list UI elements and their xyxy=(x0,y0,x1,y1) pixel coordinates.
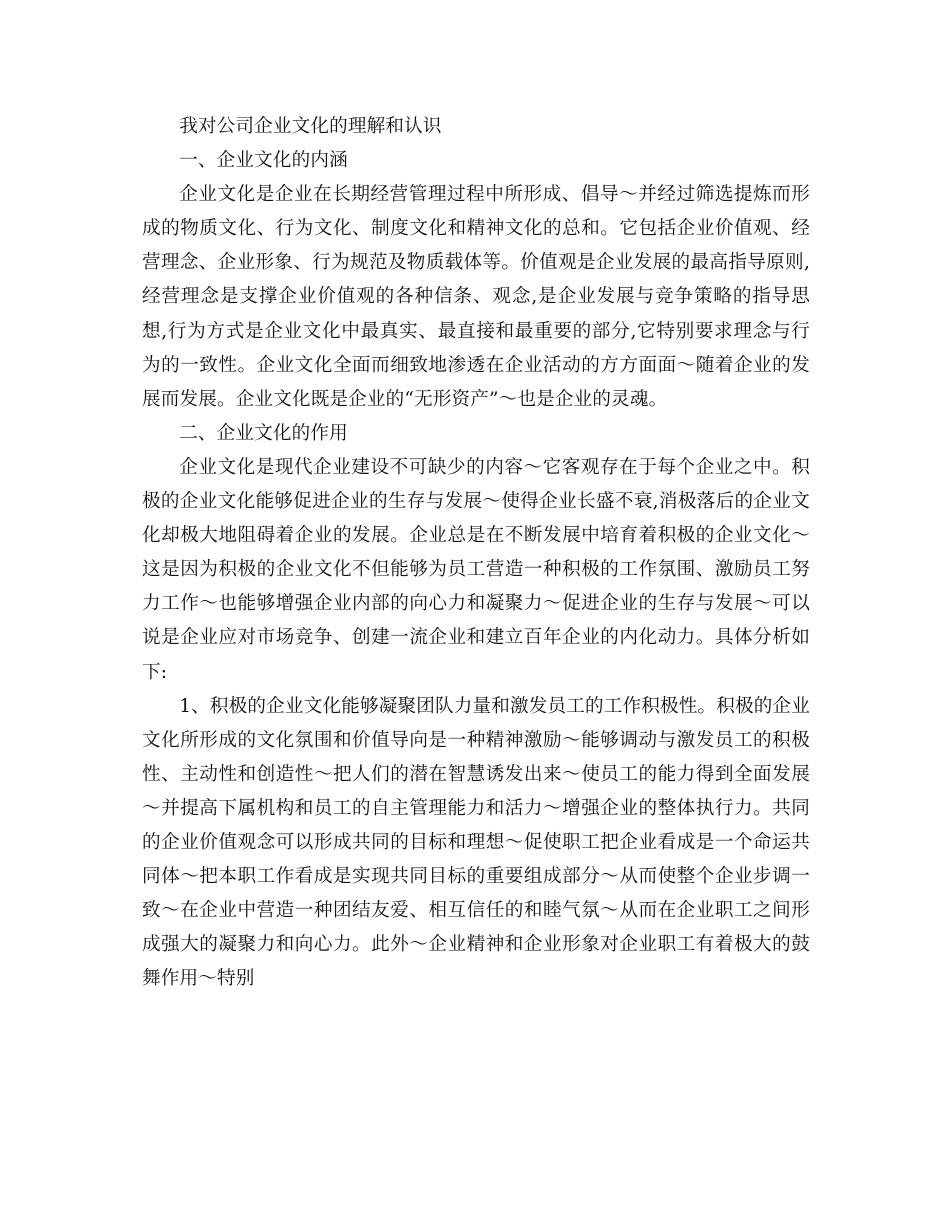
section-heading-connotation: 一、企业文化的内涵 xyxy=(179,150,348,172)
paragraph-function: 企业文化是现代企业建设不可缺少的内容～它客观存在于每个企业之中。积极的企业文化能够促进企业的生存与发展～使得企业长盛不衰,消极落后的企业文化却极大地阻碍着企业的发展。企业总是在不断发展中培育着积极的企业文化～这是因为积极的企业文化不但能够为员工营造一种积极的工作氛围、激励员工努力工作～也能够增强企业内部的向心力和凝聚力～促进企业的生存与发展～可以说是企业应对市场竞争、创建一流企业和建立百年企业的内化动力。具体分析如下: xyxy=(142,456,810,683)
document-title: 我对公司企业文化的理解和认识 xyxy=(179,116,442,137)
section-heading-function: 二、企业文化的作用 xyxy=(179,422,348,444)
paragraph-point-1: 1、积极的企业文化能够凝聚团队力量和激发员工的工作积极性。积极的企业文化所形成的文化氛围和价值导向是一种精神激励～能够调动与激发员工的积极性、主动性和创造性～把人们的潜在智慧诱发出来～使员工的能力得到全面发展～并提高下属机构和员工的自主管理能力和活力～增强企业的整体执行力。共同的企业价值观念可以形成共同的目标和理想～促使职工把企业看成是一个命运共同体～把本职工作看成是实现共同目标的重要组成部分～从而使整个企业步调一致～在企业中营造一种团结友爱、相互信任的和睦气氛～从而在企业职工之间形成强大的凝聚力和向心力。此外～企业精神和企业形象对企业职工有着极大的鼓舞作用～特别 xyxy=(142,695,810,990)
document-page xyxy=(142,110,810,996)
paragraph-connotation: 企业文化是企业在长期经营管理过程中所形成、倡导～并经过筛选提炼而形成的物质文化、行为文化、制度文化和精神文化的总和。它包括企业价值观、经营理念、企业形象、行为规范及物质载体等。价值观是企业发展的最高指导原则,经营理念是支撑企业价值观的各种信条、观念,是企业发展与竞争策略的指导思想,行为方式是企业文化中最真实、最直接和最重要的部分,它特别要求理念与行为的一致性。企业文化全面而细致地渗透在企业活动的方方面面～随着企业的发展而发展。企业文化既是企业的“无形资产”～也是企业的灵魂。 xyxy=(142,184,810,410)
